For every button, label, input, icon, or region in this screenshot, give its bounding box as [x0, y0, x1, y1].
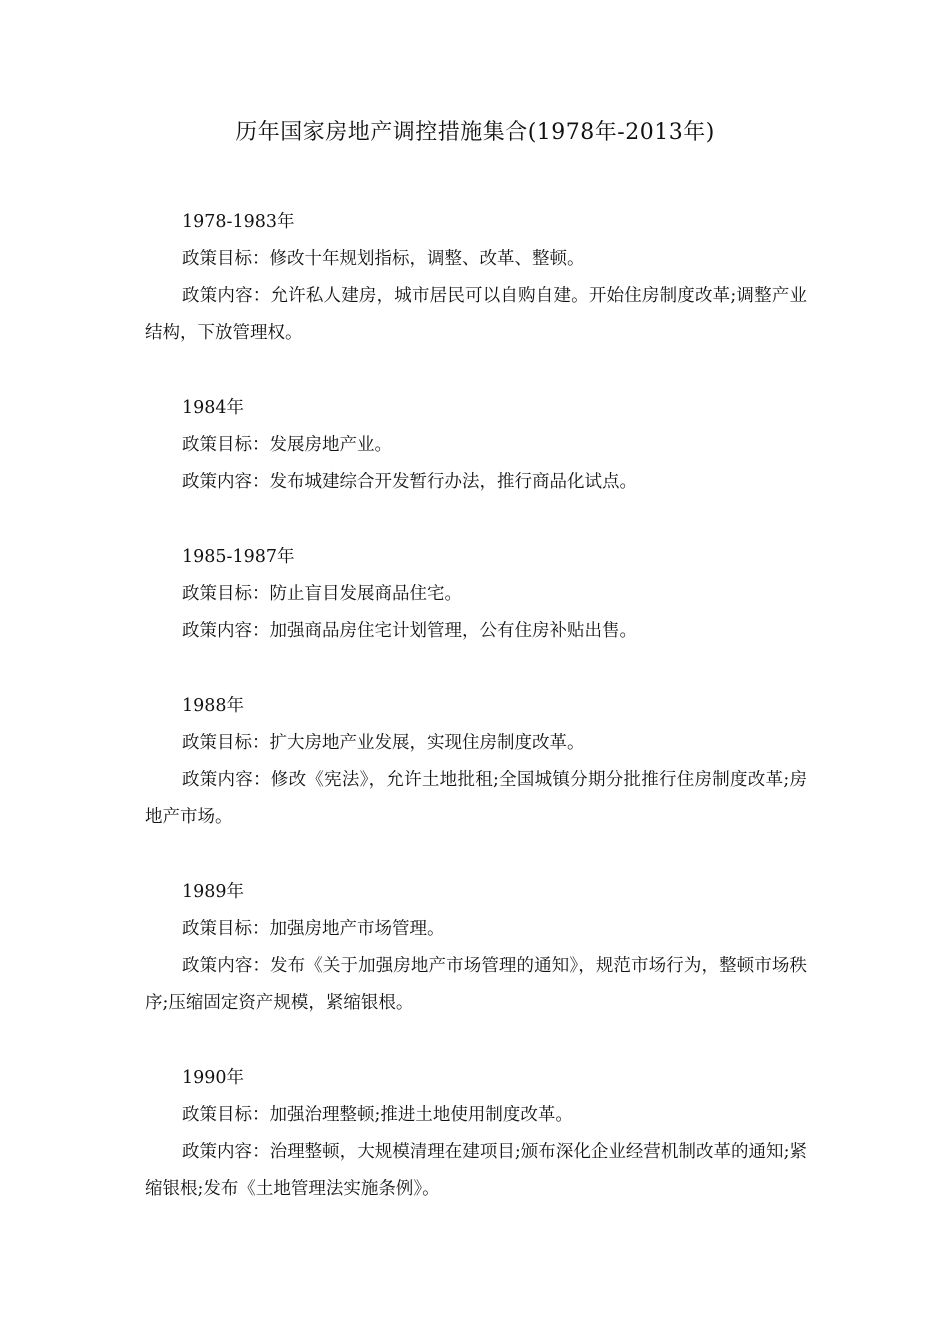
section-year: 1985-1987年 — [182, 547, 295, 567]
section-goal: 政策目标：防止盲目发展商品住宅。 — [182, 584, 462, 604]
policy-section-1988 — [145, 688, 807, 836]
section-year: 1989年 — [182, 882, 245, 902]
section-content: 政策内容：修改《宪法》，允许土地批租;全国城镇分期分批推行住房制度改革;房地产市场。 — [145, 770, 807, 827]
section-year: 1984年 — [182, 398, 245, 418]
section-goal: 政策目标：发展房地产业。 — [182, 435, 392, 455]
policy-section-1978-1983 — [145, 204, 807, 352]
section-goal: 政策目标：加强房地产市场管理。 — [182, 919, 445, 939]
policy-section-1990 — [145, 1060, 807, 1208]
section-year: 1978-1983年 — [182, 212, 295, 232]
policy-section-1985-1987 — [145, 539, 807, 650]
document-title: 历年国家房地产调控措施集合(1978年-2013年) — [235, 120, 715, 145]
section-year: 1990年 — [182, 1068, 245, 1088]
section-content: 政策内容：发布《关于加强房地产市场管理的通知》，规范市场行为，整顿市场秩序;压缩固定资产规模，紧缩银根。 — [145, 956, 807, 1013]
document-body — [145, 204, 807, 1246]
section-goal: 政策目标：加强治理整顿;推进土地使用制度改革。 — [182, 1105, 573, 1125]
section-content: 政策内容：发布城建综合开发暂行办法，推行商品化试点。 — [182, 472, 637, 492]
section-content: 政策内容：治理整顿，大规模清理在建项目;颁布深化企业经营机制改革的通知;紧缩银根;发布《土地管理法实施条例》。 — [145, 1142, 807, 1199]
section-goal: 政策目标：扩大房地产业发展，实现住房制度改革。 — [182, 733, 585, 753]
policy-section-1984 — [145, 390, 807, 501]
section-goal: 政策目标：修改十年规划指标，调整、改革、整顿。 — [182, 249, 585, 269]
policy-section-1989 — [145, 874, 807, 1022]
section-content: 政策内容：允许私人建房，城市居民可以自购自建。开始住房制度改革;调整产业结构，下放管理权。 — [145, 286, 807, 343]
section-content: 政策内容：加强商品房住宅计划管理，公有住房补贴出售。 — [182, 621, 637, 641]
section-year: 1988年 — [182, 696, 245, 716]
